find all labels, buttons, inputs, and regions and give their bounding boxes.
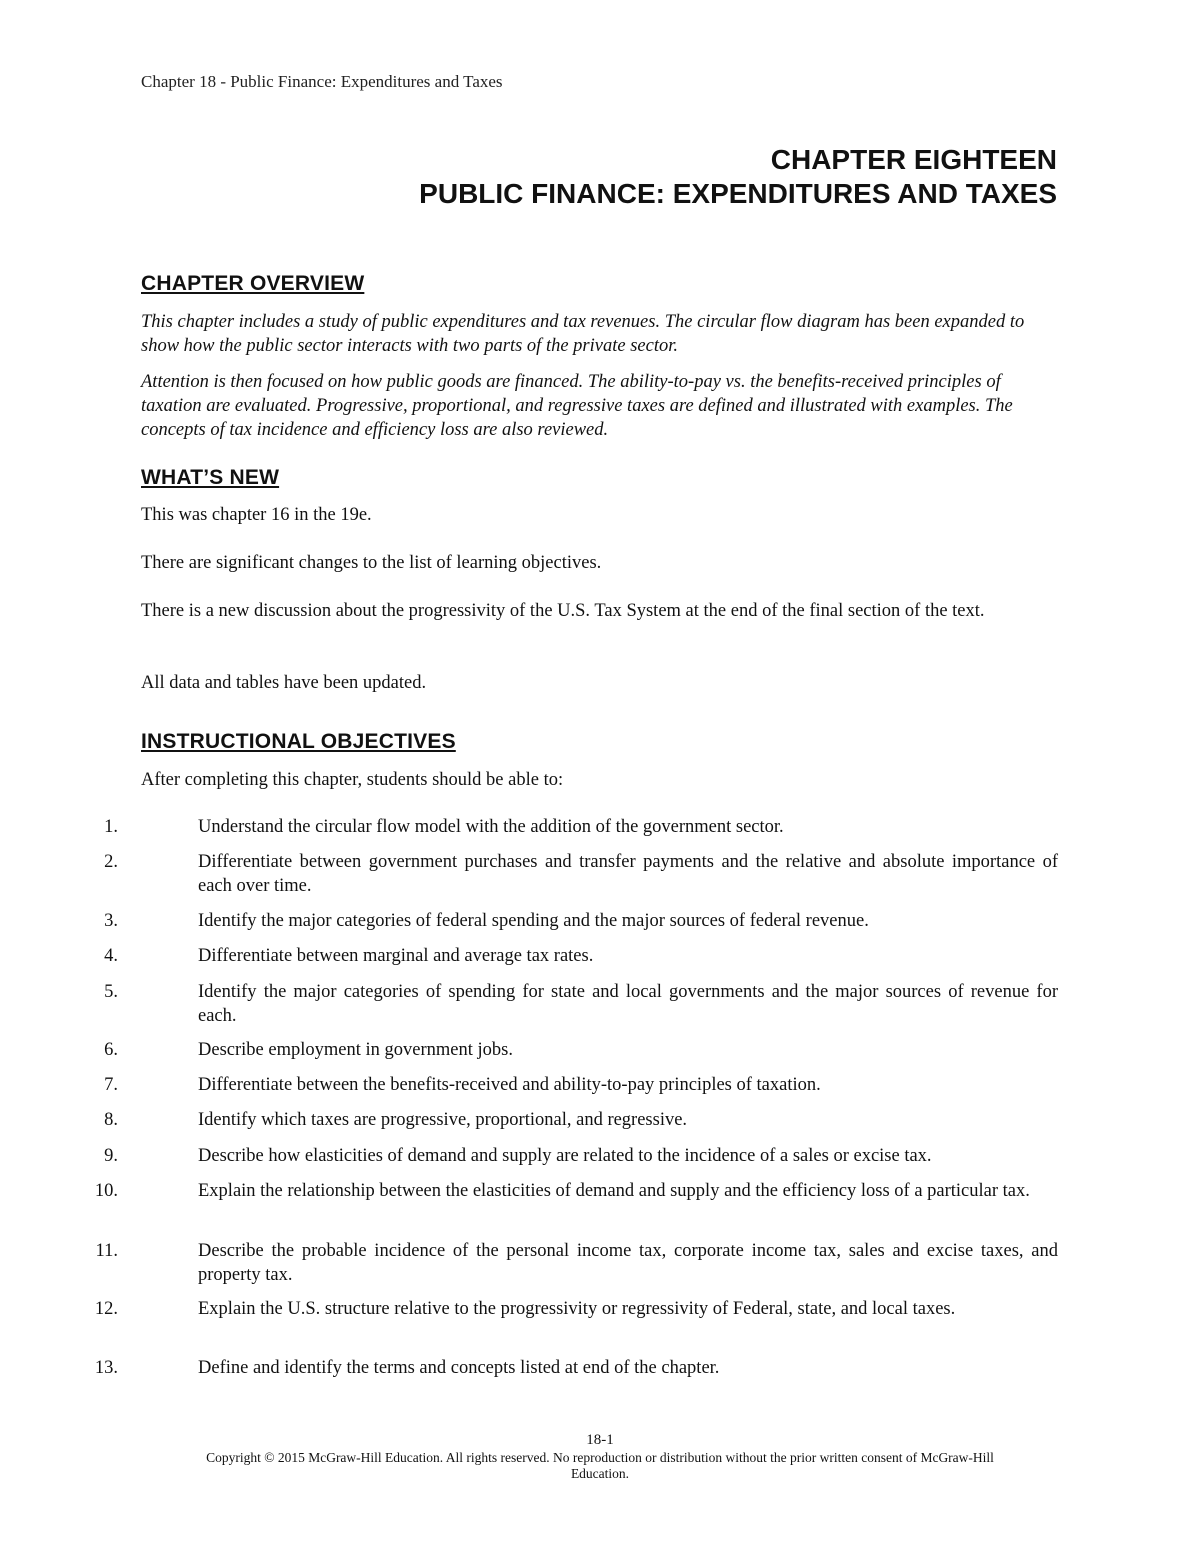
whats-new-paragraph-3: There is a new discussion about the progressivity of the U.S. Tax System at the end of the final section of the text.: [141, 601, 985, 621]
objective-number: 4.: [104, 946, 118, 966]
objective-number: 10.: [94, 1181, 118, 1201]
objective-text: Understand the circular flow model with the addition of the government sector.: [198, 817, 784, 837]
objective-text: Identify the major categories of federal spending and the major sources of federal revenue.: [198, 911, 869, 931]
objective-number: 11.: [95, 1241, 118, 1261]
overview-paragraph-2: Attention is then focused on how public goods are financed. The ability-to-pay vs. the benefits-received principles of taxation are evaluated. Progressive, proportional, and regressive taxes are defined and illustrated with examples. The concepts of tax incidence and efficiency loss are also reviewed.: [141, 372, 1013, 440]
objective-text: Explain the relationship between the elasticities of demand and supply and the efficiency loss of a particular tax.: [198, 1181, 1030, 1201]
overview-heading: CHAPTER OVERVIEW: [141, 272, 365, 295]
objective-number: 6.: [104, 1040, 118, 1060]
chapter-title-line-2: PUBLIC FINANCE: EXPENDITURES AND TAXES: [419, 178, 1057, 209]
whats-new-paragraph-2: There are significant changes to the list of learning objectives.: [141, 553, 602, 573]
objective-number: 12.: [94, 1299, 118, 1319]
objective-text: Differentiate between the benefits-received and ability-to-pay principles of taxation.: [198, 1075, 821, 1095]
objectives-intro: After completing this chapter, students should be able to:: [141, 770, 564, 790]
objective-number: 5.: [104, 982, 118, 1002]
objective-text: Differentiate between marginal and average tax rates.: [198, 946, 594, 966]
objective-number: 8.: [104, 1110, 118, 1130]
objective-text: Identify the major categories of spending for state and local governments and the major sources of revenue for each.: [198, 982, 1058, 1026]
page-number: 18-1: [586, 1432, 614, 1448]
objective-text: Identify which taxes are progressive, proportional, and regressive.: [198, 1110, 688, 1130]
chapter-title: [419, 143, 1057, 211]
whats-new-paragraph-4: All data and tables have been updated.: [141, 673, 427, 693]
objective-number: 3.: [104, 911, 118, 931]
objective-text: Describe the probable incidence of the personal income tax, corporate income tax, sales and excise taxes, and property tax.: [198, 1241, 1058, 1285]
objective-number: 9.: [104, 1146, 118, 1166]
objective-text: Describe how elasticities of demand and supply are related to the incidence of a sales or excise tax.: [198, 1146, 932, 1166]
objective-text: Explain the U.S. structure relative to the progressivity or regressivity of Federal, state, and local taxes.: [198, 1299, 956, 1319]
overview-paragraph-1: This chapter includes a study of public expenditures and tax revenues. The circular flow diagram has been expanded to show how the public sector interacts with two parts of the private sector.: [141, 312, 1025, 356]
running-header: Chapter 18 - Public Finance: Expenditures and Taxes: [141, 72, 503, 91]
objective-text: Differentiate between government purchases and transfer payments and the relative and absolute importance of each over time.: [198, 852, 1058, 896]
objective-number: 1.: [104, 817, 118, 837]
objective-number: 7.: [104, 1075, 118, 1095]
objective-text: Define and identify the terms and concepts listed at end of the chapter.: [198, 1358, 720, 1378]
chapter-title-line-1: CHAPTER EIGHTEEN: [770, 144, 1057, 175]
whats-new-heading: WHAT’S NEW: [141, 466, 280, 489]
whats-new-paragraph-1: This was chapter 16 in the 19e.: [141, 505, 372, 525]
objective-number: 2.: [104, 852, 118, 872]
copyright-notice: Copyright © 2015 McGraw-Hill Education. All rights reserved. No reproduction or distribution without the prior written consent of McGraw-Hill Education.: [206, 1450, 994, 1481]
objective-text: Describe employment in government jobs.: [198, 1040, 513, 1060]
objectives-heading: INSTRUCTIONAL OBJECTIVES: [141, 730, 456, 753]
objective-number: 13.: [94, 1358, 118, 1378]
